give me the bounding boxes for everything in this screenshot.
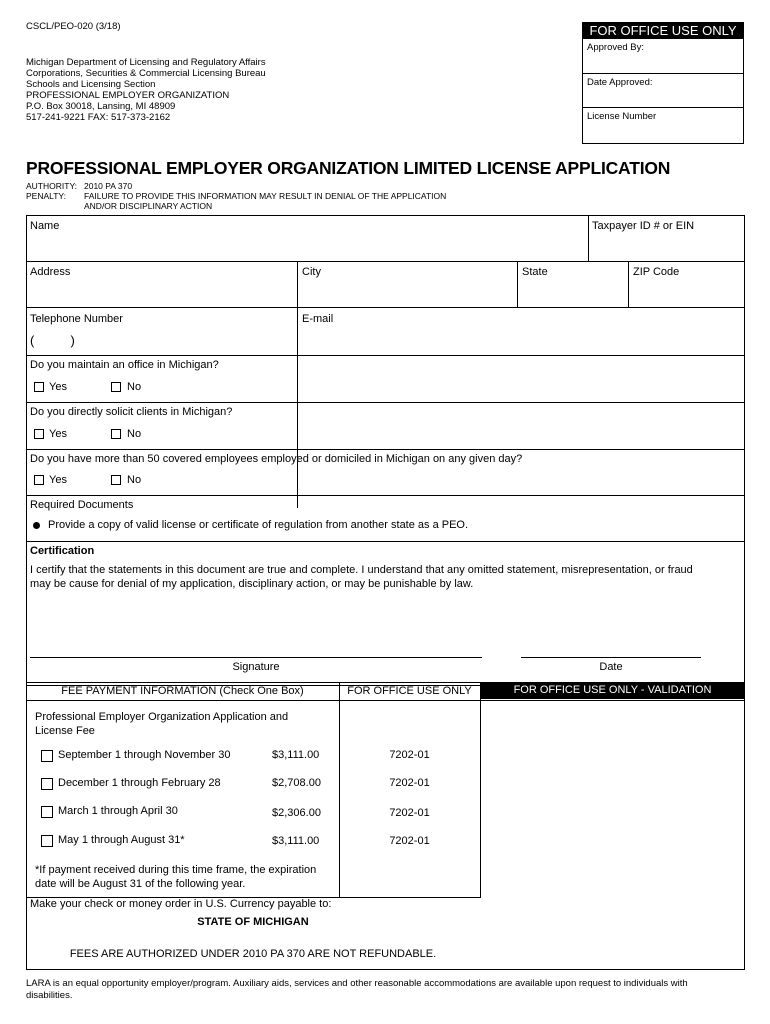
signature-label: Signature (232, 661, 280, 673)
fee-intro-line: Professional Employer Organization Application and (35, 711, 289, 723)
fee-amount: $2,306.00 (272, 807, 321, 819)
q2-yes-checkbox[interactable] (34, 429, 44, 439)
signature-line[interactable] (30, 657, 482, 658)
no-label: No (127, 381, 142, 393)
name-field[interactable] (27, 232, 587, 260)
certification-text-line: I certify that the statements in this document are true and complete. I understand that any omitted statement, misrepresentation, or fraud (30, 564, 693, 576)
fee-checkbox-may-aug[interactable] (41, 835, 53, 847)
question-covered-employees: Do you have more than 50 covered employees employed or domiciled in Michigan on any given day? (30, 453, 523, 465)
fee-checkbox-mar-apr[interactable] (41, 806, 53, 818)
q3-yes-checkbox[interactable] (34, 475, 44, 485)
no-label: No (127, 428, 142, 440)
fee-checkbox-dec-feb[interactable] (41, 778, 53, 790)
address-field[interactable] (27, 279, 296, 306)
fee-amount: $3,111.00 (272, 835, 320, 847)
footer-notice: LARA is an equal opportunity employer/program. Auxiliary aids, services and other reasonable accommodations are available upon request to individuals with disabilities. (26, 978, 688, 1001)
city-field[interactable] (298, 279, 516, 306)
agency-line: PROFESSIONAL EMPLOYER ORGANIZATION (26, 90, 230, 101)
date-label: Date (599, 661, 623, 673)
payable-to-text: Make your check or money order in U.S. Currency payable to: (30, 898, 332, 910)
fee-period: May 1 through August 31* (58, 834, 185, 846)
fee-checkbox-sep-nov[interactable] (41, 750, 53, 762)
state-label: State (522, 266, 548, 278)
fee-payment-header: FEE PAYMENT INFORMATION (Check One Box) (61, 685, 304, 697)
q2-no-checkbox[interactable] (111, 429, 121, 439)
fee-amount: $3,111.00 (272, 749, 320, 761)
fee-note-line: date will be August 31 of the following year. (35, 878, 246, 890)
fee-intro-line: License Fee (35, 725, 95, 737)
fee-code: 7202-01 (389, 749, 430, 761)
zip-label: ZIP Code (633, 266, 680, 278)
email-label: E-mail (302, 313, 334, 325)
yes-label: Yes (49, 381, 67, 393)
taxpayer-id-label: Taxpayer ID # or EIN (592, 220, 695, 232)
validation-header: FOR OFFICE USE ONLY - VALIDATION (480, 682, 745, 699)
fee-period: March 1 through April 30 (58, 805, 178, 817)
agency-line: 517-241-9221 FAX: 517-373-2162 (26, 112, 171, 123)
yes-label: Yes (49, 428, 67, 440)
fee-code: 7202-01 (389, 777, 430, 789)
divider (582, 73, 744, 74)
q1-yes-checkbox[interactable] (34, 382, 44, 392)
fee-code: 7202-01 (389, 807, 430, 819)
question-office-in-michigan: Do you maintain an office in Michigan? (30, 359, 219, 371)
address-label: Address (30, 266, 71, 278)
approved-by-label: Approved By: (587, 42, 645, 53)
state-field[interactable] (518, 279, 627, 306)
required-document-item: Provide a copy of valid license or certificate of regulation from another state as a PEO. (48, 519, 469, 531)
refund-notice: FEES ARE AUTHORIZED UNDER 2010 PA 370 ARE NOT REFUNDABLE. (69, 948, 437, 960)
q1-no-checkbox[interactable] (111, 382, 121, 392)
agency-line: Michigan Department of Licensing and Regulatory Affairs (26, 57, 266, 68)
yes-label: Yes (49, 474, 67, 486)
taxpayer-id-field[interactable] (589, 232, 744, 260)
payee-name: STATE OF MICHIGAN (197, 916, 309, 928)
agency-line: P.O. Box 30018, Lansing, MI 48909 (26, 101, 176, 112)
date-line[interactable] (521, 657, 701, 658)
fee-note-line: *If payment received during this time frame, the expiration (35, 864, 317, 876)
city-label: City (302, 266, 321, 278)
date-approved-label: Date Approved: (587, 77, 653, 88)
required-documents-label: Required Documents (30, 499, 134, 511)
bullet-icon (33, 522, 40, 529)
agency-line: Schools and Licensing Section (26, 79, 156, 90)
q3-no-checkbox[interactable] (111, 475, 121, 485)
page-title: PROFESSIONAL EMPLOYER ORGANIZATION LIMITED LICENSE APPLICATION (26, 158, 671, 178)
divider (582, 107, 744, 108)
agency-address-block (26, 57, 266, 123)
fee-amount: $2,708.00 (272, 777, 321, 789)
certification-text-line: may be cause for denial of my application, disciplinary action, or may be punishable by law. (30, 578, 474, 590)
question-solicit-clients: Do you directly solicit clients in Michigan? (30, 406, 233, 418)
authority-block: AUTHORITY: 2010 PA 370 PENALTY: FAILURE TO PROVIDE THIS INFORMATION MAY RESULT IN DENIAL OF THE APPLICATION AND/OR DISCIPLINARY ACTION (26, 181, 447, 211)
telephone-field[interactable]: ( ) (30, 333, 75, 348)
telephone-label: Telephone Number (30, 313, 123, 325)
email-field[interactable] (298, 326, 744, 354)
name-label: Name (30, 220, 60, 232)
certification-label: Certification (30, 545, 95, 557)
office-use-header: FOR OFFICE USE ONLY (347, 685, 472, 697)
no-label: No (127, 474, 142, 486)
license-number-label: License Number (587, 111, 657, 122)
zip-field[interactable] (629, 279, 744, 306)
office-use-title: FOR OFFICE USE ONLY (582, 22, 744, 39)
fee-period: September 1 through November 30 (58, 749, 231, 761)
fee-code: 7202-01 (389, 835, 430, 847)
form-id: CSCL/PEO-020 (3/18) (26, 21, 121, 32)
agency-line: Corporations, Securities & Commercial Licensing Bureau (26, 68, 266, 79)
fee-period: December 1 through February 28 (58, 777, 221, 789)
